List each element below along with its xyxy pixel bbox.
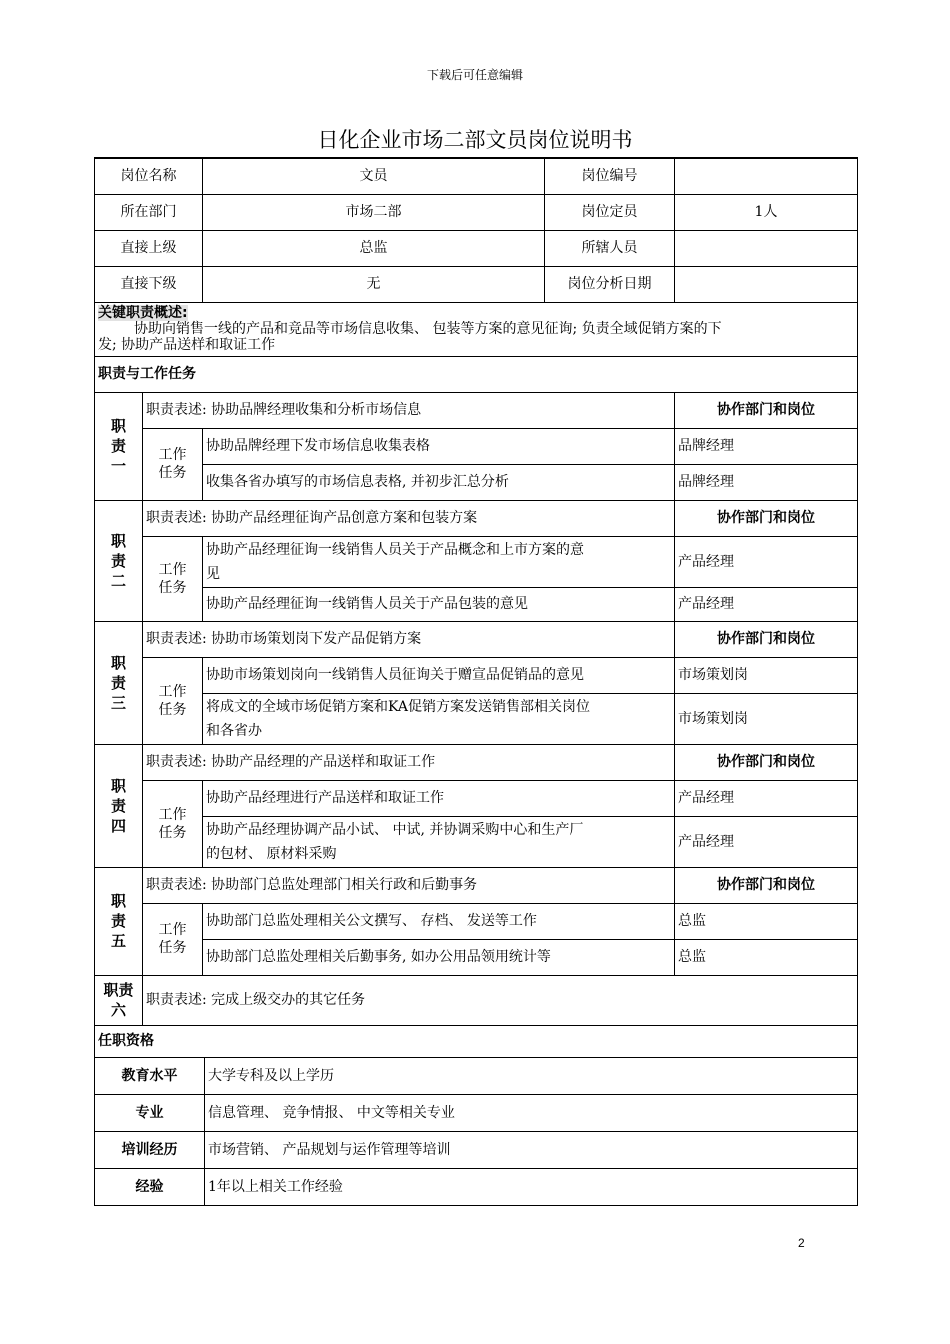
coop-position: 产品经理: [675, 587, 858, 621]
task-row: [95, 816, 858, 867]
summary-text: 发; 协助产品送样和取证工作: [98, 337, 276, 353]
duty-row: [95, 392, 858, 428]
job-description-table: [94, 157, 858, 1206]
qualification-label: 专业: [95, 1094, 205, 1131]
coop-position: 产品经理: [675, 536, 858, 587]
task-row: [95, 693, 858, 744]
qualification-row: [95, 1057, 858, 1094]
task-row: [95, 428, 858, 464]
duty-description: 职责表述: 协助品牌经理收集和分析市场信息: [143, 392, 675, 428]
coop-position: 品牌经理: [675, 464, 858, 500]
task-row: [95, 536, 858, 587]
duty-label: 职 责 四: [95, 744, 143, 867]
duty-row: [95, 500, 858, 536]
qualification-row: [95, 1168, 858, 1205]
coop-header: 协作部门和岗位: [675, 867, 858, 903]
task-label: 工作 任务: [143, 657, 203, 744]
duty-row: [95, 744, 858, 780]
info-label: 岗位名称: [95, 158, 203, 194]
duty-label: 职责 六: [95, 975, 143, 1025]
qualification-row: [95, 1131, 858, 1168]
info-value: 文员: [203, 158, 545, 194]
info-value: 总监: [203, 230, 545, 266]
duty-description: 职责表述: 协助产品经理的产品送样和取证工作: [143, 744, 675, 780]
info-label: 所辖人员: [545, 230, 675, 266]
duty-description: 职责表述: 协助部门总监处理部门相关行政和后勤事务: [143, 867, 675, 903]
task-text: 协助产品经理协调产品小试、 中试, 并协调采购中心和生产厂 的包材、 原材料采购: [203, 816, 675, 867]
task-label: 工作 任务: [143, 428, 203, 500]
section-header-row: [95, 356, 858, 392]
duty-row: [95, 867, 858, 903]
coop-header: 协作部门和岗位: [675, 500, 858, 536]
duty-description: 职责表述: 协助市场策划岗下发产品促销方案: [143, 621, 675, 657]
qualification-row: [95, 1094, 858, 1131]
coop-position: 总监: [675, 903, 858, 939]
coop-position: 品牌经理: [675, 428, 858, 464]
info-value: 市场二部: [203, 194, 545, 230]
info-row: [95, 230, 858, 266]
task-text: 协助部门总监处理相关公文撰写、 存档、 发送等工作: [203, 903, 675, 939]
coop-position: 市场策划岗: [675, 693, 858, 744]
task-row: [95, 780, 858, 816]
task-row: [95, 903, 858, 939]
info-value: [675, 230, 858, 266]
qualifications-section-title: 任职资格: [95, 1025, 858, 1057]
duty-description: 职责表述: 协助产品经理征询产品创意方案和包装方案: [143, 500, 675, 536]
duty-label: 职 责 二: [95, 500, 143, 621]
qualification-value: 信息管理、 竞争情报、 中文等相关专业: [205, 1094, 858, 1131]
info-value: 无: [203, 266, 545, 302]
summary-label: 关键职责概述:: [98, 305, 188, 321]
qualification-value: 1年以上相关工作经验: [205, 1168, 858, 1205]
duty-label: 职 责 三: [95, 621, 143, 744]
info-label: 岗位定员: [545, 194, 675, 230]
coop-header: 协作部门和岗位: [675, 392, 858, 428]
coop-position: 产品经理: [675, 816, 858, 867]
coop-position: 市场策划岗: [675, 657, 858, 693]
document-title: 日化企业市场二部文员岗位说明书: [317, 128, 633, 152]
task-label: 工作 任务: [143, 903, 203, 975]
info-row: [95, 158, 858, 194]
summary-text: 协助向销售一线的产品和竞品等市场信息收集、 包装等方案的意见征询; 负责全域促销方案的下: [134, 321, 722, 337]
qualification-value: 大学专科及以上学历: [205, 1057, 858, 1094]
qualification-label: 经验: [95, 1168, 205, 1205]
info-value: [675, 158, 858, 194]
coop-position: 总监: [675, 939, 858, 975]
duty-label: 职 责 一: [95, 392, 143, 500]
info-value: 1人: [675, 194, 858, 230]
header-note: 下载后可任意编辑: [426, 68, 523, 82]
info-label: 岗位分析日期: [545, 266, 675, 302]
task-label: 工作 任务: [143, 536, 203, 621]
info-label: 所在部门: [95, 194, 203, 230]
qualification-label: 教育水平: [95, 1057, 205, 1094]
coop-header: 协作部门和岗位: [675, 744, 858, 780]
duties-section-title: 职责与工作任务: [95, 356, 858, 392]
qualification-label: 培训经历: [95, 1131, 205, 1168]
info-row: [95, 266, 858, 302]
task-text: 协助产品经理征询一线销售人员关于产品包装的意见: [203, 587, 675, 621]
task-row: [95, 587, 858, 621]
section-header-row: [95, 1025, 858, 1057]
info-value: [675, 266, 858, 302]
info-row: [95, 194, 858, 230]
task-label: 工作 任务: [143, 780, 203, 867]
task-text: 将成文的全域市场促销方案和KA促销方案发送销售部相关岗位 和各省办: [203, 693, 675, 744]
task-text: 协助产品经理征询一线销售人员关于产品概念和上市方案的意 见: [203, 536, 675, 587]
task-text: 协助产品经理进行产品送样和取证工作: [203, 780, 675, 816]
info-label: 直接上级: [95, 230, 203, 266]
qualification-value: 市场营销、 产品规划与运作管理等培训: [205, 1131, 858, 1168]
duty-row: [95, 975, 858, 1025]
coop-position: 产品经理: [675, 780, 858, 816]
task-text: 协助市场策划岗向一线销售人员征询关于赠宣品促销品的意见: [203, 657, 675, 693]
task-text: 收集各省办填写的市场信息表格, 并初步汇总分析: [203, 464, 675, 500]
duty-description: 职责表述: 完成上级交办的其它任务: [143, 975, 858, 1025]
info-label: 直接下级: [95, 266, 203, 302]
task-text: 协助部门总监处理相关后勤事务, 如办公用品领用统计等: [203, 939, 675, 975]
task-text: 协助品牌经理下发市场信息收集表格: [203, 428, 675, 464]
duty-row: [95, 621, 858, 657]
coop-header: 协作部门和岗位: [675, 621, 858, 657]
summary-row: [95, 302, 858, 356]
task-row: [95, 464, 858, 500]
page-number: 2: [798, 1236, 805, 1250]
duty-label: 职 责 五: [95, 867, 143, 975]
info-label: 岗位编号: [545, 158, 675, 194]
task-row: [95, 657, 858, 693]
summary-cell: [95, 302, 858, 356]
task-row: [95, 939, 858, 975]
